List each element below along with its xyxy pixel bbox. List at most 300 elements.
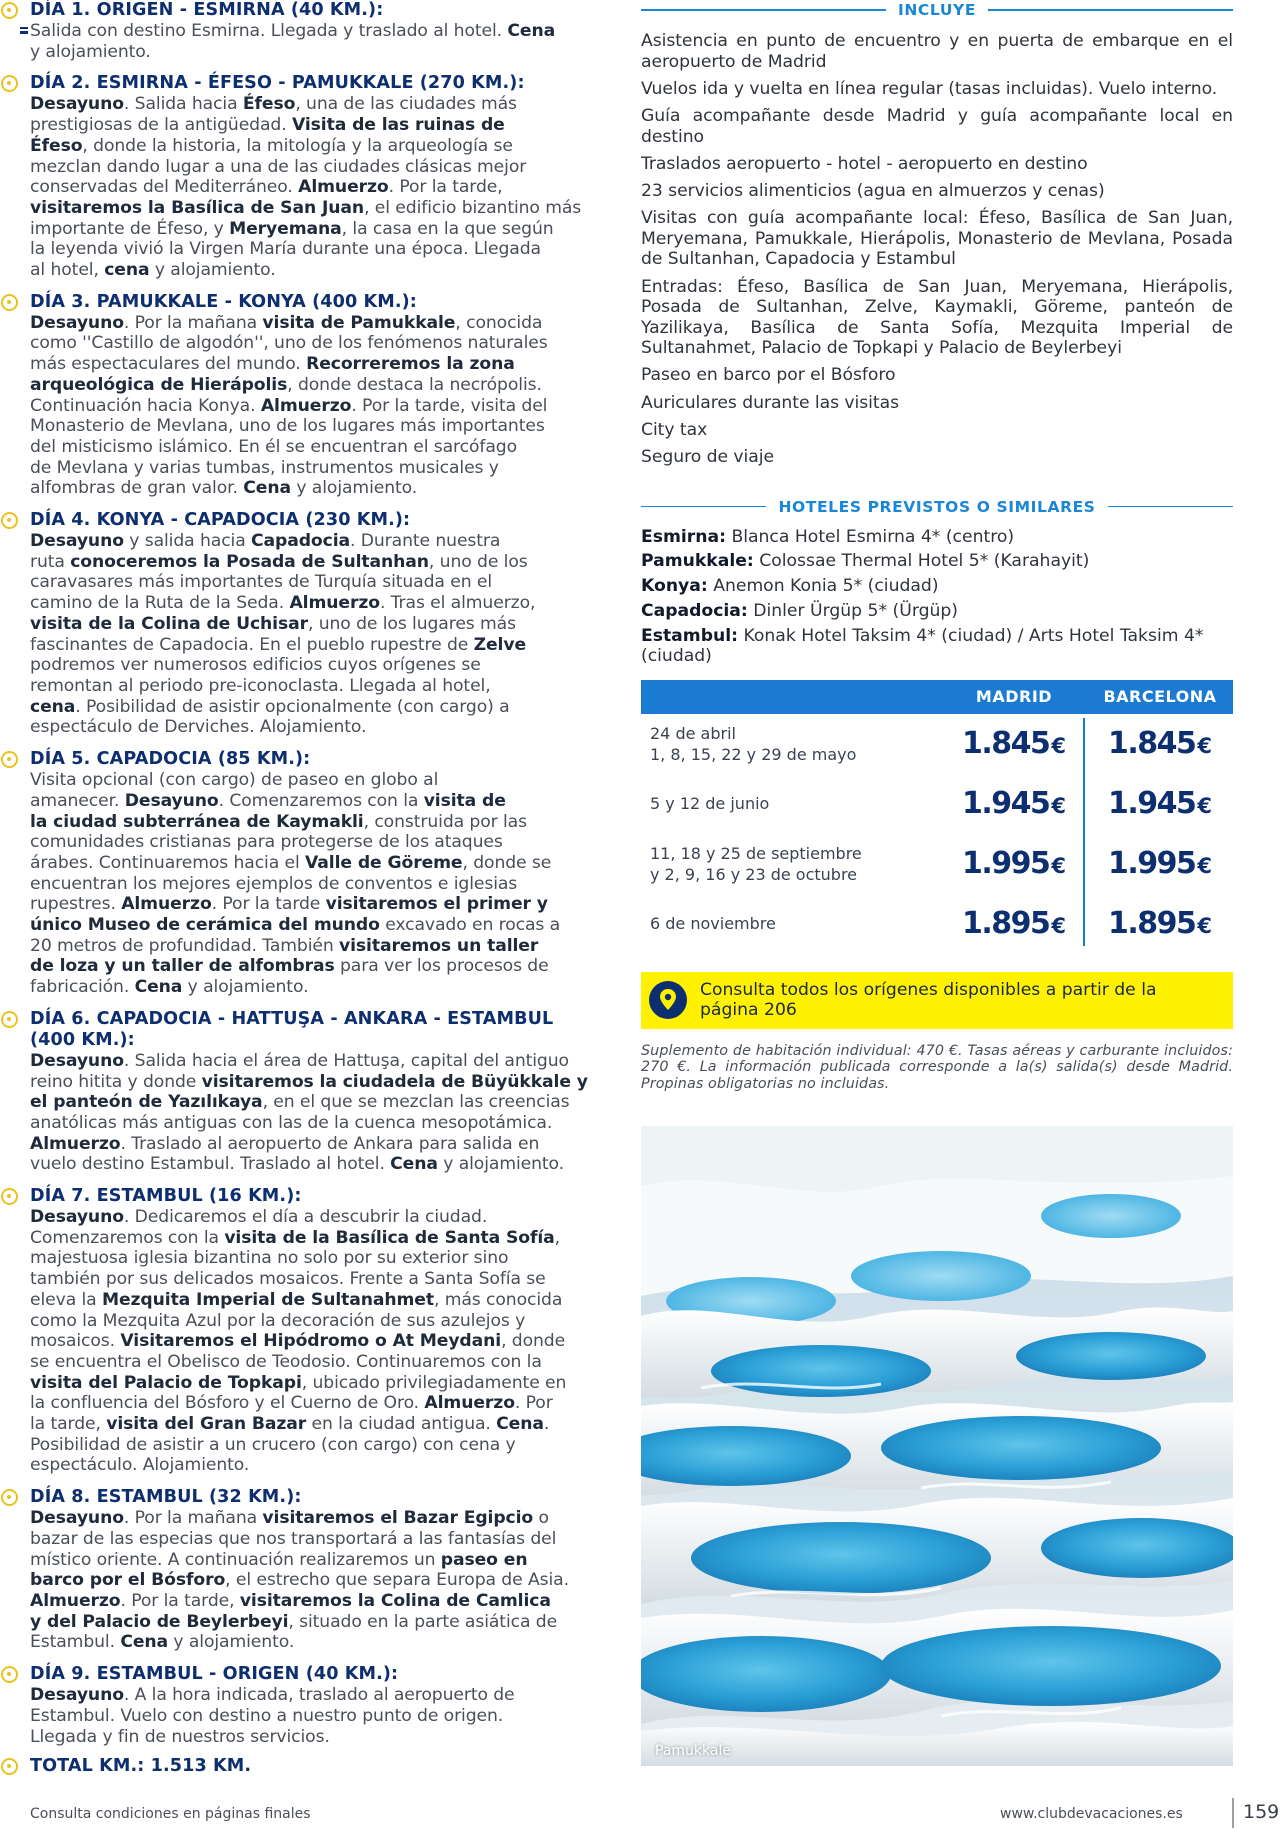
includes-item: Asistencia en punto de encuentro y en puerta de embarque en el aeropuerto de Madrid [641, 31, 1233, 72]
day-text-line [30, 1072, 596, 1093]
travertine-terraces-image [641, 1126, 1233, 1766]
day-text-line [30, 1455, 596, 1476]
itinerary-day [0, 292, 596, 499]
day-bullet-icon [1, 1666, 18, 1683]
body-text: del misticismo islámico. En él se encuentran el sarcófago [30, 436, 518, 457]
photo-caption: Pamukkale [655, 1743, 731, 1759]
body-text: comunidades cristianas para protegerse de los ataques [30, 832, 503, 853]
body-text: reino hitita y donde [30, 1071, 202, 1092]
body-text: prestigiosas de la antigüedad. [30, 115, 292, 136]
includes-item: Paseo en barco por el Bósforo [641, 365, 896, 386]
body-text: , ubicado privilegiadamente en [301, 1372, 567, 1393]
day-text-line [30, 593, 596, 614]
price-value: 1.845 [1107, 726, 1196, 762]
hotels-heading-label: HOTELES PREVISTOS O SIMILARES [778, 497, 1096, 516]
euro-symbol: € [1197, 914, 1213, 939]
day-text-line [30, 1352, 596, 1373]
highlight-text: visita de la Colina de Uchisar [30, 613, 308, 634]
body-text: místico oriente. A continuación realizaremos un [30, 1549, 441, 1570]
date-line: 5 y 12 de junio [650, 794, 770, 814]
body-text: , el edificio bizantino más [364, 197, 582, 218]
body-text: y alojamiento. [437, 1154, 565, 1175]
body-text: la leyenda vivió la Virgen María durante una época. Llegada [30, 239, 541, 260]
includes-item: Guía acompañante desde Madrid y guía acompañante local en destino [641, 105, 1233, 147]
day-text-line [30, 1591, 596, 1612]
body-text: . Dedicaremos el día a descubrir la ciudad. [123, 1207, 488, 1228]
euro-symbol: € [1051, 734, 1067, 759]
day-text-line [30, 42, 596, 63]
includes-list [641, 31, 1233, 468]
day-text-line [30, 21, 596, 42]
body-text: , más conocida [433, 1289, 563, 1310]
body-text: . Traslado al aeropuerto de Ankara para salida en [120, 1133, 540, 1154]
day-text-line [30, 437, 596, 458]
day-text-line [30, 115, 596, 136]
day-text-line [30, 812, 596, 833]
body-text: y alojamiento. [291, 478, 418, 499]
includes-item: Visitas con guía acompañante local: Éfeso, Basílica de San Juan, Meryemana, Pamukkale, Hierápolis, Monasterio de Mevlana, Posada de Sultanhan, Capadocia y Estambul [641, 208, 1233, 270]
day-text-line [30, 1248, 596, 1269]
day-bullet-icon [1, 75, 18, 92]
day-text-line [30, 1154, 596, 1175]
highlight-text: Recorreremos la zona [306, 354, 515, 375]
day-text-line [30, 936, 596, 957]
day-text-line [30, 1550, 596, 1571]
hotels-list [641, 527, 1233, 667]
day-text-line [30, 1414, 596, 1435]
departure-dates [641, 793, 941, 814]
body-text: la tarde, [30, 1414, 107, 1435]
highlight-text: Almuerzo [424, 1393, 515, 1414]
day-text-line [30, 260, 596, 281]
highlight-text: único Museo de cerámica del mundo [30, 915, 380, 936]
includes-item: Entradas: Éfeso, Basílica de San Juan, Meryemana, Hierápolis, Posada de Sultanhan, Zelve, Kaymakli, Göreme, panteón de Yazilikaya, Basílica de Santa Sofía, Mezquita Imperial de Sultanahmet, Palacio de Topkapi y Palacio de Beylerbeyi [641, 276, 1233, 359]
euro-symbol: € [1051, 854, 1067, 879]
body-text: de Mevlana y varias tumbas, instrumentos musicales y [30, 457, 499, 478]
body-text: . Por [514, 1393, 553, 1414]
body-text: y salida hacia [123, 531, 252, 552]
day-text-line [30, 552, 596, 573]
body-text: vuelo destino Estambul. Traslado al hotel. [30, 1154, 391, 1175]
body-text: . Durante nuestra [350, 531, 501, 552]
day-text-line [30, 791, 596, 812]
highlight-text: visita de la Basílica de Santa Sofía [224, 1227, 555, 1248]
body-text: Estambul. Vuelo con destino a nuestro punto de origen. [30, 1705, 504, 1726]
highlight-text: el panteón de Yazılıkaya [30, 1092, 263, 1113]
price-table-header [641, 680, 1233, 714]
day-bullet-icon [1, 2, 18, 19]
body-text: , una de las ciudades más [295, 94, 517, 115]
body-text: . Por la mañana [123, 1508, 263, 1529]
highlight-text: arqueológica de Hierápolis [30, 374, 288, 395]
date-line: y 2, 9, 16 y 23 de octubre [650, 864, 858, 884]
price-barcelona [1087, 726, 1233, 761]
day-text-line [30, 1207, 596, 1228]
highlight-text: Cena [243, 478, 291, 499]
highlight-text: Mezquita Imperial de Sultanahmet [101, 1289, 434, 1310]
heading-rule [641, 9, 886, 11]
body-text: . Posibilidad de asistir opcionalmente (con cargo) a [75, 696, 510, 717]
price-value: 1.995 [1107, 846, 1196, 882]
price-madrid [941, 726, 1087, 761]
body-text: eleva la [30, 1289, 102, 1310]
price-row [641, 894, 1233, 954]
day-text-line [30, 635, 596, 656]
day-text-line [30, 956, 596, 977]
body-text: al hotel, [30, 260, 105, 281]
euro-symbol: € [1197, 734, 1213, 759]
hotel-name: Konak Hotel Taksim 4* (ciudad) / Arts Hotel Taksim 4* (ciudad) [641, 625, 1204, 667]
day-text-line [30, 177, 596, 198]
day-title: DÍA 2. ESMIRNA - ÉFESO - PAMUKKALE (270 KM.): [30, 73, 525, 94]
body-text: camino de la Ruta de la Seda. [30, 593, 290, 614]
body-text: encuentran los mejores ejemplos de conventos e iglesias [30, 873, 518, 894]
price-table [641, 680, 1233, 954]
departure-dates [641, 723, 941, 765]
day-text-line [30, 198, 596, 219]
day-text-line [30, 1311, 596, 1332]
body-text: y alojamiento. [30, 41, 151, 62]
day-text-line [30, 531, 596, 552]
highlight-text: Desayuno [30, 94, 124, 115]
day-text-line [30, 1290, 596, 1311]
highlight-text: Almuerzo [121, 894, 212, 915]
highlight-text: Cena [496, 1414, 544, 1435]
day-text-line [30, 1612, 596, 1633]
body-text: amanecer. [30, 790, 125, 811]
body-text: como la Mezquita Azul por la decoración de sus azulejos y [30, 1310, 526, 1331]
info-column [641, 0, 1233, 1759]
highlight-text: visitaremos el Bazar Egipcio [262, 1508, 534, 1529]
day-text-line [30, 614, 596, 635]
heading-rule [988, 9, 1233, 11]
price-header-barcelona: BARCELONA [1103, 687, 1217, 707]
highlight-text: Almuerzo [289, 593, 380, 614]
day-bullet-icon [1, 1489, 18, 1506]
euro-symbol: € [1051, 914, 1067, 939]
day-bullet-icon [1, 1188, 18, 1205]
includes-heading [641, 0, 1233, 20]
highlight-text: Desayuno [124, 790, 219, 811]
day-text-line [30, 832, 596, 853]
day-text-line [30, 853, 596, 874]
menu-lines-icon [20, 27, 28, 34]
itinerary-day [0, 749, 596, 998]
day-text-line [30, 676, 596, 697]
body-text: Posibilidad de asistir a un crucero (con cargo) con cena y [30, 1434, 516, 1455]
body-text: en la ciudad antigua. [306, 1414, 497, 1435]
date-line: 6 de noviembre [650, 914, 776, 934]
body-text: . Salida hacia el área de Hattuşa, capital del antiguo [123, 1050, 569, 1071]
price-row [641, 834, 1233, 894]
day-text-line [30, 770, 596, 791]
day-text-line [30, 94, 596, 115]
body-text: anatólicas más antiguas con las de la cuenca mesopotámica. [30, 1112, 553, 1133]
body-text: fascinantes de Capadocia. En el pueblo rupestre de [30, 634, 474, 655]
price-barcelona [1087, 786, 1233, 821]
day-text-line [30, 1051, 596, 1072]
day-text-line [30, 416, 596, 437]
day-bullet-icon [1, 512, 18, 529]
highlight-text: visitaremos la Colina de Camlica [239, 1591, 551, 1611]
body-text: importante de Éfeso, y [30, 218, 230, 239]
euro-symbol: € [1197, 794, 1213, 819]
hotel-city: Pamukkale: [641, 551, 754, 572]
highlight-text: cena [104, 260, 150, 281]
body-text: y alojamiento. [182, 977, 309, 998]
includes-heading-label: INCLUYE [897, 1, 977, 19]
departure-dates [641, 913, 941, 934]
body-text: , situado en la parte asiática de [288, 1611, 558, 1632]
body-text: también por sus delicados mosaicos. Frente a Santa Sofía se [30, 1269, 546, 1290]
highlight-text: y del Palacio de Beylerbeyi [30, 1611, 289, 1632]
day-text-line [30, 478, 596, 499]
hotel-name: Blanca Hotel Esmirna 4* (centro) [731, 526, 1015, 547]
hotel-item [641, 551, 1233, 572]
price-row [641, 774, 1233, 834]
highlight-text: barco por el Bósforo [30, 1570, 226, 1591]
body-text: Continuación hacia Konya. [30, 395, 261, 416]
price-table-body [641, 714, 1233, 954]
day-text-line [30, 375, 596, 396]
highlight-text: Visita de las ruinas de [291, 115, 505, 136]
body-text: alfombras de gran valor. [30, 478, 244, 499]
body-text: remontan al periodo pre-iconoclasta. Llegada al hotel, [30, 675, 491, 696]
day-text-line [30, 1435, 596, 1456]
day-text-line [30, 572, 596, 593]
body-text: rupestres. [30, 894, 122, 915]
body-text: y alojamiento. [168, 1632, 295, 1653]
body-text: . Por la tarde, visita del [351, 395, 548, 416]
includes-item: 23 servicios alimenticios (agua en almuerzos y cenas) [641, 180, 1105, 201]
highlight-text: Cena [134, 977, 183, 998]
body-text: . Tras el almuerzo, [379, 593, 536, 614]
day-bullet-icon [1, 1758, 18, 1775]
price-barcelona [1087, 906, 1233, 941]
origins-banner[interactable] [641, 972, 1233, 1029]
body-text: , donde destaca la necrópolis. [287, 374, 542, 395]
highlight-text: visita del Palacio de Topkapi [30, 1372, 302, 1393]
price-barcelona [1087, 846, 1233, 881]
day-text-line [30, 1685, 596, 1706]
day-text-line [30, 1228, 596, 1249]
day-text-line [30, 1706, 596, 1727]
body-text: conservadas del Mediterráneo. [30, 177, 299, 198]
highlight-text: paseo en [440, 1549, 528, 1570]
price-madrid [941, 846, 1087, 881]
itinerary-day [0, 1664, 596, 1747]
highlight-text: Desayuno [30, 1508, 124, 1529]
body-text: o [533, 1508, 549, 1529]
day-title: TOTAL KM.: 1.513 KM. [30, 1756, 252, 1777]
body-text: , construida por las [363, 811, 527, 832]
includes-item: Seguro de viaje [641, 447, 774, 468]
highlight-text: Almuerzo [260, 395, 352, 416]
day-text-line [30, 1508, 596, 1529]
body-text: . Comenzaremos con la [218, 790, 424, 811]
day-text-line [30, 1529, 596, 1550]
body-text: Estambul. [30, 1632, 121, 1653]
day-title: DÍA 5. CAPADOCIA (85 KM.): [30, 749, 311, 770]
hotel-item [641, 576, 1233, 597]
price-header-madrid: MADRID [975, 687, 1053, 707]
body-text: 20 metros de profundidad. También [30, 935, 340, 956]
body-text: , [554, 1227, 561, 1248]
hotel-city: Capadocia: [641, 601, 748, 622]
euro-symbol: € [1051, 794, 1067, 819]
footer-separator [1232, 1798, 1234, 1828]
body-text: . [543, 1414, 550, 1435]
body-text: , el estrecho que separa Europa de Asia. [225, 1570, 569, 1591]
highlight-text: visitaremos un taller [339, 935, 539, 956]
day-title: DÍA 9. ESTAMBUL - ORIGEN (40 KM.): [30, 1664, 399, 1685]
highlight-text: visita de [423, 790, 506, 811]
highlight-text: Zelve [473, 634, 527, 655]
hotel-city: Konya: [641, 576, 708, 597]
itinerary [0, 0, 596, 1777]
highlight-text: cena [30, 696, 76, 717]
body-text: Salida con destino Esmirna. Llegada y traslado al hotel. [30, 21, 508, 41]
body-text: , donde [501, 1331, 566, 1352]
highlight-text: visita del Gran Bazar [106, 1414, 307, 1435]
body-text: Llegada y fin de nuestros servicios. [30, 1726, 330, 1747]
price-value: 1.895 [961, 906, 1050, 942]
body-text: . Salida hacia [123, 94, 243, 115]
day-text-line [30, 354, 596, 375]
body-text: para ver los procesos de [334, 956, 549, 977]
hotel-city: Estambul: [641, 625, 738, 646]
day-text-line [30, 1373, 596, 1394]
body-text: la confluencia del Bósforo y el Cuerno de Oro. [30, 1393, 425, 1414]
body-text: caravasares más importantes de Turquía situada en el [30, 572, 492, 593]
body-text: bazar de las especias que nos transportará a las fantasías del [30, 1528, 557, 1549]
highlight-text: Desayuno [30, 531, 124, 552]
day-text-line [30, 157, 596, 178]
page-number: 159 [1243, 1801, 1280, 1823]
body-text: excavado en rocas a [379, 915, 561, 936]
location-pin-icon [649, 981, 687, 1019]
day-title: DÍA 4. KONYA - CAPADOCIA (230 KM.): [30, 510, 411, 531]
includes-item: Traslados aeropuerto - hotel - aeropuerto en destino [641, 153, 1088, 174]
body-text: , conocida [455, 312, 543, 333]
highlight-text: visitaremos la ciudadela de Büyükkale y [201, 1071, 588, 1092]
body-text: y alojamiento. [149, 260, 276, 281]
body-text: espectáculo de Derviches. Alojamiento. [30, 717, 367, 738]
itinerary-day [0, 1487, 596, 1653]
day-text-line [30, 915, 596, 936]
body-text: , donde la historia, la mitología y la arqueología se [82, 135, 513, 156]
highlight-text: Almuerzo [30, 1591, 121, 1611]
body-text: como ''Castillo de algodón'', uno de los fenómenos naturales [30, 333, 548, 354]
day-text-line [30, 396, 596, 417]
body-text: Comenzaremos con la [30, 1227, 225, 1248]
highlight-text: Almuerzo [298, 177, 389, 198]
day-text-line [30, 894, 596, 915]
highlight-text: de loza y un taller de alfombras [30, 956, 335, 977]
day-text-line [30, 239, 596, 260]
day-text-line [30, 977, 596, 998]
body-text: . Por la tarde, [120, 1591, 240, 1611]
highlight-text: Éfeso [242, 94, 296, 115]
body-text: majestuosa iglesia bizantina no solo por su exterior sino [30, 1248, 509, 1269]
highlight-text: Cena [507, 21, 556, 41]
day-bullet-icon [1, 1011, 18, 1028]
body-text: , uno de los lugares más [307, 613, 516, 634]
day-text-line [30, 874, 596, 895]
footer-conditions: Consulta condiciones en páginas finales [30, 1806, 311, 1822]
hotel-name: Dinler Ürgüp 5* (Ürgüp) [753, 601, 959, 622]
hotel-item [641, 527, 1233, 548]
highlight-text: Desayuno [30, 1050, 124, 1071]
price-value: 1.945 [961, 786, 1050, 822]
itinerary-day [0, 73, 596, 280]
day-text-line [30, 333, 596, 354]
body-text: fabricación. [30, 977, 135, 998]
itinerary-day [0, 1009, 596, 1175]
highlight-text: Almuerzo [30, 1133, 121, 1154]
body-text: , uno de los [428, 551, 528, 572]
day-title: DÍA 7. ESTAMBUL (16 KM.): [30, 1186, 302, 1207]
price-madrid [941, 906, 1087, 941]
body-text: . A la hora indicada, traslado al aeropuerto de [123, 1685, 515, 1706]
heading-rule [1108, 506, 1233, 508]
day-text-line [30, 1134, 596, 1155]
hotel-item [641, 601, 1233, 622]
highlight-text: Éfeso [30, 135, 83, 156]
highlight-text: Cena [390, 1154, 438, 1175]
highlight-text: Desayuno [30, 1685, 124, 1706]
column-divider [1083, 718, 1085, 946]
price-value: 1.845 [961, 726, 1050, 762]
body-text: árabes. Continuaremos hacia el [30, 852, 306, 873]
highlight-text: Cena [120, 1632, 169, 1653]
highlight-text: visitaremos la Basílica de San Juan [30, 197, 365, 218]
day-text-line [30, 1331, 596, 1352]
body-text: . Por la tarde, [388, 177, 503, 198]
price-value: 1.995 [961, 846, 1050, 882]
day-text-line [30, 219, 596, 240]
body-text: ruta [30, 551, 71, 572]
highlight-text: Desayuno [30, 1207, 124, 1228]
body-text: se encuentra el Obelisco de Teodosio. Continuaremos con la [30, 1351, 542, 1372]
day-text-line [30, 1393, 596, 1414]
day-text-line [30, 313, 596, 334]
date-line: 24 de abril [650, 723, 736, 743]
day-bullet-icon [1, 294, 18, 311]
footer-website-link[interactable]: www.clubdevacaciones.es [1000, 1806, 1183, 1822]
highlight-text: visitaremos el primer y [325, 894, 548, 915]
highlight-text: Meryemana [229, 218, 342, 239]
body-text: espectáculo. Alojamiento. [30, 1455, 250, 1476]
hotels-heading [641, 497, 1233, 517]
date-line: 1, 8, 15, 22 y 29 de mayo [650, 744, 857, 764]
day-title: DÍA 3. PAMUKKALE - KONYA (400 KM.): [30, 291, 417, 312]
price-value: 1.945 [1107, 786, 1196, 822]
day-text-line [30, 458, 596, 479]
day-text-line [30, 1570, 596, 1591]
body-text: , donde se [462, 852, 552, 873]
departure-dates [641, 843, 941, 885]
price-row [641, 714, 1233, 774]
euro-symbol: € [1197, 854, 1213, 879]
includes-item: Vuelos ida y vuelta en línea regular (tasas incluidas). Vuelo interno. [641, 78, 1218, 99]
body-text: . Por la mañana [123, 312, 263, 333]
day-text-line [30, 1092, 596, 1113]
itinerary-day [0, 0, 596, 62]
hotel-item [641, 626, 1233, 667]
origins-text: Consulta todos los orígenes disponibles a partir de la página 206 [700, 979, 1157, 1021]
highlight-text: Capadocia [251, 531, 351, 552]
